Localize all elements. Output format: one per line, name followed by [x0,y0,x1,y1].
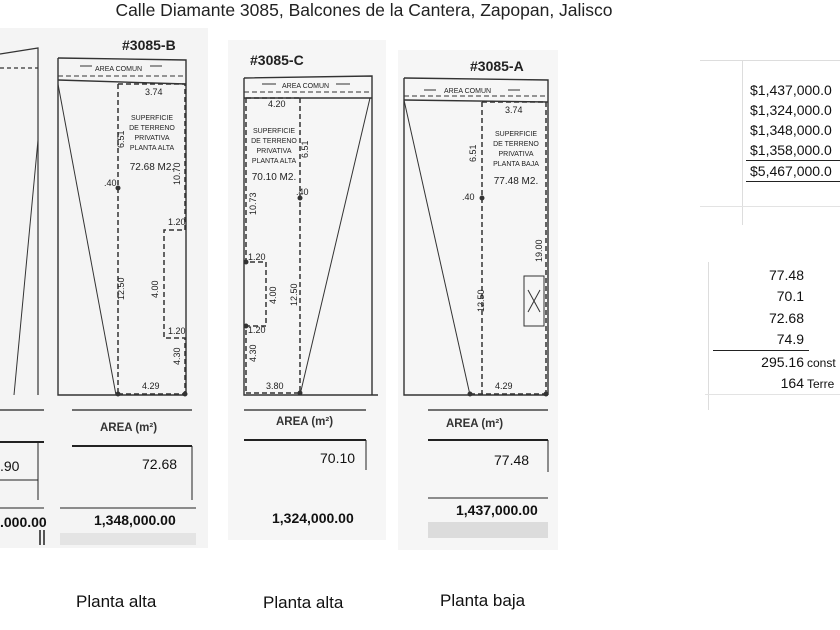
plan-b-price: 1,348,000.00 [94,512,176,528]
areas-table [705,262,840,412]
plan-c-dim-b: .40 [296,187,309,197]
plan-b-surface-1: SUPERFICIE [130,115,174,122]
plan-a-id: #3085-A [470,58,524,74]
land-area-label: Terre [807,377,835,391]
plan-c-dim-c: 10.73 [248,192,258,215]
price-cell-shade [428,522,548,538]
area-row: 70.1 [776,288,804,304]
plan-c-area-value: 70.10 [320,450,356,466]
plan-c-dim-d: 1.20 [248,252,266,262]
land-area: 164 [780,375,804,391]
area-row: 72.68 [768,310,804,326]
plan-c-dim-top: 4.20 [268,99,286,109]
plan-b-dim-b2: 4.00 [150,280,160,298]
plan-a-surface-3: PRIVATIVA [498,151,534,158]
areas-vertical-rule [708,262,709,410]
price-cell-shade-b [60,533,196,545]
plan-a-area-value: 77.48 [494,452,530,468]
plan-c-dim-h: 4.30 [248,344,258,362]
area-total-label: const [807,356,836,370]
areas-sum-rule [713,350,809,351]
plan-a-price: 1,437,000.00 [456,502,538,518]
caption-planta-baja-a: Planta baja [440,591,526,610]
plan-b-dim-b1: 1.20 [168,217,186,227]
plan-b-dim-b3: 1.20 [168,326,186,336]
partial-price-value: .000.00 [0,514,47,530]
plan-b-dim-left-a: 6.51 [116,130,126,148]
partial-plan-left [0,48,38,395]
area-total: 295.16 [761,354,804,370]
price-row: $1,437,000.0 [750,82,832,98]
plan-c-dim-e: 4.00 [268,286,278,304]
plan-c-id: #3085-C [250,52,304,68]
area-row: 77.48 [768,267,804,283]
plan-a-dim-d: 12.50 [476,289,486,312]
plan-3085-b [58,58,187,396]
plan-c-surface-1: SUPERFICIE [252,128,296,135]
prices-bottom-rule [746,181,840,182]
plan-a-dim-top: 3.74 [505,105,523,115]
prices-table [700,60,840,225]
prices-vertical-rule [742,60,743,225]
plan-a-dim-bottom: 4.29 [495,381,513,391]
plan-b-area-header: AREA (m²) [100,422,158,434]
plan-b-common: AREA COMUN [95,66,143,73]
plan-a-surface-1: SUPERFICIE [494,131,538,138]
plan-a-surface-2: DE TERRENO [493,141,539,148]
plan-b-surface-5: 72.68 M2. [129,162,175,173]
plan-c-surface-3: PRIVATIVA [256,148,292,155]
plan-b-dim-c: 12.50 [116,277,126,300]
plan-c-common: AREA COMUN [282,83,330,90]
plan-a-common: AREA COMUN [444,88,492,95]
plan-c-dim-g: 1.20 [248,325,266,335]
price-row: $1,358,000.0 [750,142,832,158]
plan-c-dim-a: 6.51 [300,140,310,158]
prices-grid-line [700,60,840,61]
plan-3085-a [404,78,548,396]
plan-b-surface-3: PRIVATIVA [134,135,170,142]
prices-sum-rule [746,160,840,161]
plan-b-dim-d: 4.30 [172,347,182,365]
caption-planta-alta-c: Planta alta [263,593,344,612]
plan-b-surface-4: PLANTA ALTA [129,145,175,152]
plan-c-price: 1,324,000.00 [272,510,354,526]
plan-b-surface-2: DE TERRENO [129,125,175,132]
plan-b-id: #3085-B [122,37,176,53]
plan-a-dim-b: .40 [462,192,475,202]
plan-a-dim-c: 19.00 [534,239,544,262]
prices-grid-line [700,206,840,207]
page-title: Calle Diamante 3085, Balcones de la Cantera, Zapopan, Jalisco [115,0,613,20]
plan-b-dim-right-a: 10.70 [172,162,182,185]
plan-b-dim-top: 3.74 [145,87,163,97]
plan-b-dim-bottom: 4.29 [142,381,160,391]
caption-planta-alta-b: Planta alta [76,592,157,611]
plan-c-dim-bottom: 3.80 [266,381,284,391]
price-row: $1,324,000.0 [750,102,832,118]
plan-c-surface-2: DE TERRENO [251,138,297,145]
plan-a-area-header: AREA (m²) [446,418,504,430]
price-row: $1,348,000.0 [750,122,832,138]
plan-c-area-header: AREA (m²) [276,416,334,428]
plan-a-dim-a: 6.51 [468,144,478,162]
plan-b-dim-a: .40 [104,178,117,188]
plan-b-area-value: 72.68 [142,456,178,472]
price-total: $5,467,000.0 [750,163,832,179]
area-row: 74.9 [776,331,804,347]
plan-a-surface-4: PLANTA BAJA [493,161,539,168]
areas-bottom-rule [705,394,840,395]
plan-c-surface-5: 70.10 M2. [251,172,297,183]
plan-a-surface-5: 77.48 M2. [493,176,539,187]
plan-c-dim-f: 12.50 [289,283,299,306]
plan-c-surface-4: PLANTA ALTA [251,158,297,165]
plan-3085-c [244,76,378,395]
partial-area-value: .90 [0,458,20,474]
